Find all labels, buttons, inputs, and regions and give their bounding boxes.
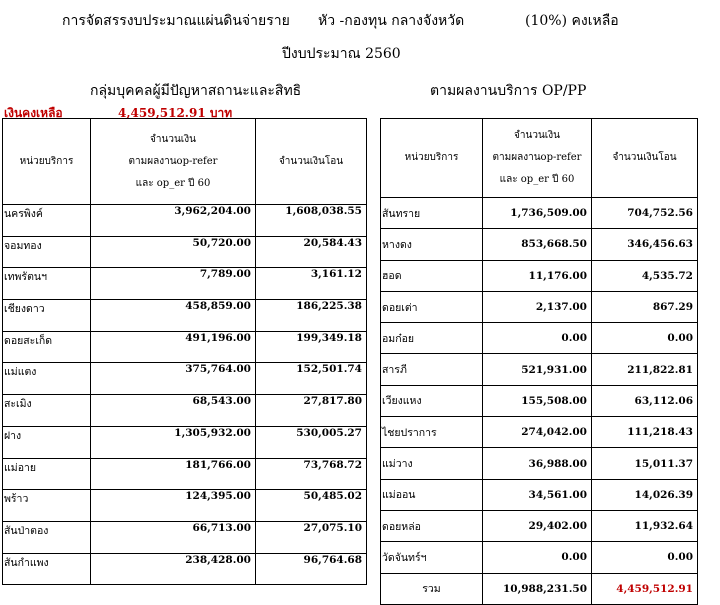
unit-name: นครพิงค์ <box>3 205 91 237</box>
table-row <box>381 260 698 291</box>
remaining-value: 4,459,512.91 บาท <box>118 106 233 120</box>
col-header-refer-line3: และ op_er ปี 60 <box>499 174 575 185</box>
table-row <box>3 331 367 363</box>
unit-name: อมก๋อย <box>381 323 483 354</box>
refer-amount: 155,508.00 <box>483 385 592 416</box>
table-row <box>3 300 367 332</box>
alloc-amount: 867.29 <box>592 291 698 322</box>
right-allocation-table <box>380 118 698 605</box>
col-header-refer-line3: และ op_er ปี 60 <box>135 177 211 189</box>
unit-name: สะเมิง <box>3 395 91 427</box>
title-right: (10%) คงเหลือ <box>525 13 619 29</box>
refer-amount: 375,764.00 <box>91 363 256 395</box>
alloc-amount: 3,161.12 <box>256 268 367 300</box>
total-row <box>381 573 698 604</box>
refer-amount: 0.00 <box>483 323 592 354</box>
refer-amount: 853,668.50 <box>483 229 592 260</box>
col-header-refer <box>483 119 592 198</box>
table-row <box>3 426 367 458</box>
unit-name: หางดง <box>381 229 483 260</box>
alloc-amount: 15,011.37 <box>592 448 698 479</box>
table-row <box>3 490 367 522</box>
unit-name: ฝาง <box>3 426 91 458</box>
alloc-amount: 346,456.63 <box>592 229 698 260</box>
alloc-amount: 20,584.43 <box>256 236 367 268</box>
table-row <box>381 385 698 416</box>
unit-name: เวียงแหง <box>381 385 483 416</box>
refer-amount: 181,766.00 <box>91 458 256 490</box>
refer-amount: 7,789.00 <box>91 268 256 300</box>
alloc-amount: 50,485.02 <box>256 490 367 522</box>
table-row <box>3 268 367 300</box>
title-left: การจัดสรรงบประมาณแผ่นดินจ่ายราย <box>62 13 290 29</box>
left-allocation-table <box>2 118 367 585</box>
table-row <box>381 354 698 385</box>
unit-name: สันป่าตอง <box>3 521 91 553</box>
col-header-refer-line2: ตามผลงานop-refer <box>492 152 582 163</box>
refer-amount: 34,561.00 <box>483 479 592 510</box>
refer-amount: 124,395.00 <box>91 490 256 522</box>
refer-amount: 3,962,204.00 <box>91 205 256 237</box>
alloc-amount: 4,535.72 <box>592 260 698 291</box>
unit-name: เชียงดาว <box>3 300 91 332</box>
col-header-refer-line2: ตามผลงานop-refer <box>128 155 218 167</box>
budget-year: ปีงบประมาณ 2560 <box>282 46 401 62</box>
remaining-label: เงินคงเหลือ <box>4 106 63 120</box>
table-row <box>3 521 367 553</box>
col-header-alloc: จำนวนเงินโอน <box>256 119 367 205</box>
alloc-amount: 73,768.72 <box>256 458 367 490</box>
table-row <box>3 395 367 427</box>
alloc-amount: 704,752.56 <box>592 198 698 229</box>
refer-amount: 11,176.00 <box>483 260 592 291</box>
unit-name: จอมทอง <box>3 236 91 268</box>
table-row <box>381 417 698 448</box>
unit-name: ไชยปราการ <box>381 417 483 448</box>
col-header-unit: หน่วยบริการ <box>381 119 483 198</box>
refer-amount: 1,305,932.00 <box>91 426 256 458</box>
unit-name: ดอยเต่า <box>381 291 483 322</box>
unit-name: สันทราย <box>381 198 483 229</box>
table-row <box>381 323 698 354</box>
table-row <box>381 198 698 229</box>
refer-amount: 0.00 <box>483 542 592 573</box>
table-row <box>381 542 698 573</box>
col-header-refer <box>91 119 256 205</box>
alloc-amount: 0.00 <box>592 323 698 354</box>
table-row <box>3 205 367 237</box>
refer-amount: 29,402.00 <box>483 510 592 541</box>
table-row <box>3 553 367 585</box>
unit-name: วัดจันทร์ฯ <box>381 542 483 573</box>
refer-amount: 1,736,509.00 <box>483 198 592 229</box>
unit-name: ฮอด <box>381 260 483 291</box>
alloc-amount: 199,349.18 <box>256 331 367 363</box>
refer-amount: 458,859.00 <box>91 300 256 332</box>
unit-name: พร้าว <box>3 490 91 522</box>
table-row <box>3 236 367 268</box>
group-left-heading: กลุ่มบุคคลผู้มีปัญหาสถานะและสิทธิ <box>90 83 302 99</box>
refer-amount: 66,713.00 <box>91 521 256 553</box>
col-header-unit: หน่วยบริการ <box>3 119 91 205</box>
alloc-amount: 96,764.68 <box>256 553 367 585</box>
col-header-refer-line1: จำนวนเงิน <box>514 130 560 141</box>
unit-name: ดอยสะเก็ด <box>3 331 91 363</box>
unit-name: สันกำแพง <box>3 553 91 585</box>
alloc-amount: 530,005.27 <box>256 426 367 458</box>
alloc-amount: 11,932.64 <box>592 510 698 541</box>
total-alloc-amount: 4,459,512.91 <box>592 573 698 604</box>
table-row <box>381 479 698 510</box>
col-header-refer-line1: จำนวนเงิน <box>150 133 196 145</box>
unit-name: ดอยหล่อ <box>381 510 483 541</box>
total-label: รวม <box>381 573 483 604</box>
alloc-amount: 14,026.39 <box>592 479 698 510</box>
unit-name: แม่อาย <box>3 458 91 490</box>
unit-name: แม่วาง <box>381 448 483 479</box>
alloc-amount: 152,501.74 <box>256 363 367 395</box>
unit-name: แม่ออน <box>381 479 483 510</box>
total-refer-amount: 10,988,231.50 <box>483 573 592 604</box>
refer-amount: 68,543.00 <box>91 395 256 427</box>
alloc-amount: 27,075.10 <box>256 521 367 553</box>
unit-name: แม่แตง <box>3 363 91 395</box>
refer-amount: 238,428.00 <box>91 553 256 585</box>
table-row <box>381 229 698 260</box>
alloc-amount: 0.00 <box>592 542 698 573</box>
alloc-amount: 63,112.06 <box>592 385 698 416</box>
table-row <box>381 291 698 322</box>
title-mid: หัว -กองทุน กลางจังหวัด <box>318 13 465 29</box>
refer-amount: 521,931.00 <box>483 354 592 385</box>
alloc-amount: 111,218.43 <box>592 417 698 448</box>
refer-amount: 274,042.00 <box>483 417 592 448</box>
table-row <box>3 363 367 395</box>
table-row <box>381 510 698 541</box>
table-row <box>381 448 698 479</box>
alloc-amount: 186,225.38 <box>256 300 367 332</box>
group-right-heading: ตามผลงานบริการ OP/PP <box>430 83 587 99</box>
refer-amount: 36,988.00 <box>483 448 592 479</box>
alloc-amount: 211,822.81 <box>592 354 698 385</box>
unit-name: เทพรัตนฯ <box>3 268 91 300</box>
unit-name: สารภี <box>381 354 483 385</box>
alloc-amount: 27,817.80 <box>256 395 367 427</box>
table-row <box>3 458 367 490</box>
refer-amount: 50,720.00 <box>91 236 256 268</box>
refer-amount: 491,196.00 <box>91 331 256 363</box>
col-header-alloc: จำนวนเงินโอน <box>592 119 698 198</box>
refer-amount: 2,137.00 <box>483 291 592 322</box>
alloc-amount: 1,608,038.55 <box>256 205 367 237</box>
